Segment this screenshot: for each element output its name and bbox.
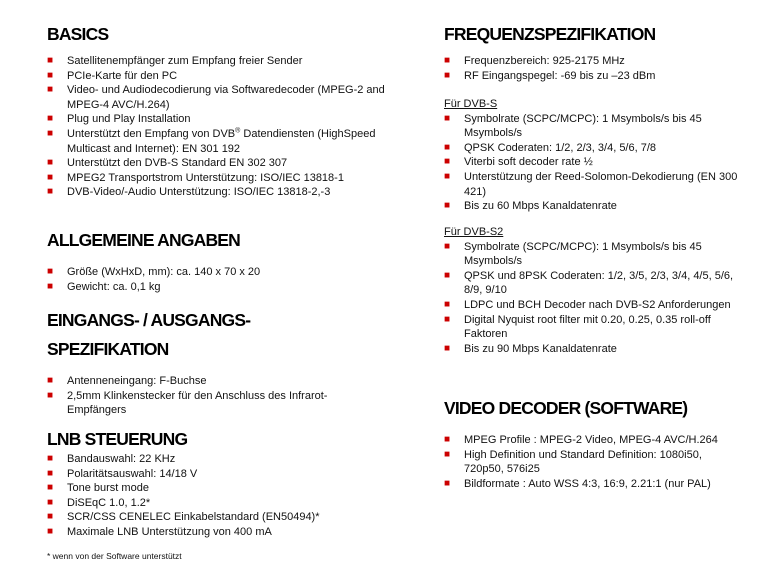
list-item [47, 467, 387, 482]
list-item [47, 83, 387, 112]
section-dvb-s2 [444, 225, 744, 356]
bullet-icon: ■ [47, 113, 54, 125]
list-item [47, 112, 387, 127]
bullet-icon: ■ [47, 127, 54, 139]
list-item [444, 240, 744, 269]
list-item [47, 171, 387, 186]
list-item-text: Viterbi soft decoder rate ½ [464, 156, 593, 169]
bullet-icon: ■ [444, 69, 451, 81]
bullet-icon: ■ [47, 467, 54, 479]
list-item-text: QPSK Coderaten: 1/2, 2/3, 3/4, 5/6, 7/8 [464, 141, 657, 154]
bullet-icon: ■ [444, 170, 451, 182]
list-item [444, 448, 744, 477]
section-frequenzspezifikation [444, 22, 744, 83]
list-item-text: DVB-Video/-Audio Unterstützung: ISO/IEC 13818-2,-3 [67, 186, 331, 199]
list-item-text: Bildformate : Auto WSS 4:3, 16:9, 2.21:1 (nur PAL) [464, 477, 711, 490]
section-basics [47, 22, 387, 200]
list-item-text: Frequenzbereich: 925-2175 MHz [464, 55, 625, 67]
list-item [444, 54, 744, 69]
list-item [47, 265, 387, 280]
list-item-text: Unterstützt den DVB-S Standard EN 302 307 [67, 157, 288, 170]
list-item-text: RF Eingangspegel: -69 bis zu –23 dBm [464, 69, 656, 82]
bullet-icon: ■ [444, 156, 451, 168]
bullet-icon: ■ [444, 112, 451, 124]
list-item-text: Maximale LNB Unterstützung von 400 mA [67, 525, 272, 538]
section-dvb-s [444, 97, 744, 214]
list-item-text: Digital Nyquist root filter mit 0.20, 0.25, 0.35 roll-off Faktoren [464, 313, 711, 341]
list-frequenz [444, 54, 744, 83]
list-item-text: PCIe-Karte für den PC [67, 69, 178, 82]
list-item-text: Antenneneingang: F-Buchse [67, 375, 207, 387]
heading-lnb-steuerung: LNB STEUERUNG [47, 429, 188, 449]
list-item [47, 452, 387, 467]
list-lnb-steuerung [47, 452, 387, 540]
list-item-text: DiSEqC 1.0, 1.2* [67, 496, 151, 509]
list-item-text: Symbolrate (SCPC/MCPC): 1 Msymbols/s bis 45 Msymbols/s [464, 112, 702, 140]
bullet-icon: ■ [444, 200, 451, 212]
section-video-decoder [444, 396, 744, 491]
list-item [47, 481, 387, 496]
list-item-text: Gewicht: ca. 0,1 kg [67, 280, 161, 293]
subheading-dvb-s2: Für DVB-S2 [444, 226, 504, 238]
list-item [47, 156, 387, 171]
list-item [47, 54, 387, 69]
subheading-dvb-s: Für DVB-S [444, 98, 498, 110]
bullet-icon: ■ [444, 434, 451, 445]
list-item [444, 155, 744, 170]
list-item [444, 298, 744, 313]
list-item-text: QPSK und 8PSK Coderaten: 1/2, 3/5, 2/3, 3/4, 4/5, 5/6, 8/9, 9/10 [464, 269, 734, 297]
list-item [47, 69, 387, 84]
heading-eingangs-line1: EINGANGS- / AUSGANGS- [47, 310, 251, 330]
list-video-decoder [444, 433, 744, 491]
list-item [47, 185, 387, 200]
list-item-text: Größe (WxHxD, mm): ca. 140 x 70 x 20 [67, 266, 261, 278]
list-item-text: Unterstützung der Reed-Solomon-Dekodierung (EN 300 421) [464, 170, 738, 198]
bullet-icon: ■ [47, 525, 54, 537]
list-item-text: LDPC und BCH Decoder nach DVB-S2 Anforderungen [464, 298, 731, 311]
bullet-icon: ■ [47, 482, 54, 494]
bullet-icon: ■ [444, 269, 451, 281]
bullet-icon: ■ [444, 448, 451, 460]
list-item [444, 141, 744, 156]
list-item [47, 127, 387, 156]
list-item-text: Satellitenempfänger zum Empfang freier Sender [67, 55, 303, 67]
bullet-icon: ■ [47, 511, 54, 523]
list-item-text: 2,5mm Klinkenstecker für den Anschluss des Infrarot-Empfängers [67, 389, 328, 417]
list-item [444, 170, 744, 199]
bullet-icon: ■ [47, 69, 54, 81]
bullet-icon: ■ [47, 375, 54, 386]
bullet-icon: ■ [444, 55, 451, 66]
list-item [444, 342, 744, 357]
list-item-text: Datendiensten (HighSpeed Multicast and Internet): EN 301 192 [67, 127, 376, 155]
list-item [444, 199, 744, 214]
list-item-text: Unterstützt den Empfang von DVB [67, 127, 236, 140]
bullet-icon: ■ [47, 496, 54, 508]
heading-frequenzspezifikation: FREQUENZSPEZIFIKATION [444, 24, 656, 44]
list-item-text: SCR/CSS CENELEC Einkabelstandard (EN50494)* [67, 511, 320, 524]
list-basics [47, 54, 387, 200]
list-item-text: High Definition und Standard Definition: 1080i50, 720p50, 576i25 [464, 448, 702, 476]
list-item-text: Polaritätsauswahl: 14/18 V [67, 467, 198, 480]
section-lnb-steuerung [47, 427, 387, 540]
bullet-icon: ■ [47, 453, 54, 464]
list-item [47, 280, 387, 295]
list-item [444, 477, 744, 492]
bullet-icon: ■ [47, 171, 54, 183]
list-item-text: Tone burst mode [67, 482, 149, 495]
list-item-text: Bis zu 90 Mbps Kanaldatenrate [464, 342, 617, 355]
bullet-icon: ■ [47, 266, 54, 277]
list-item [444, 69, 744, 84]
list-item-text: Video- und Audiodecodierung via Softwaredecoder (MPEG-2 and MPEG-4 AVC/H.264) [67, 84, 385, 111]
list-item-text: Bandauswahl: 22 KHz [67, 453, 176, 465]
list-item [444, 269, 744, 298]
bullet-icon: ■ [47, 389, 54, 401]
bullet-icon: ■ [47, 280, 54, 292]
list-item [47, 510, 387, 525]
list-item [444, 433, 744, 448]
list-dvb-s [444, 112, 744, 214]
bullet-icon: ■ [444, 342, 451, 354]
section-allgemeine-angaben [47, 228, 387, 294]
bullet-icon: ■ [444, 477, 451, 489]
heading-basics: BASICS [47, 24, 109, 44]
list-item [47, 389, 362, 418]
heading-eingangs-line2: SPEZIFIKATION [47, 339, 169, 359]
list-dvb-s2 [444, 240, 744, 357]
section-eingangs-ausgangs [47, 308, 387, 418]
list-item-text: MPEG2 Transportstrom Unterstützung: ISO/IEC 13818-1 [67, 171, 344, 184]
bullet-icon: ■ [444, 240, 451, 252]
bullet-icon: ■ [47, 84, 54, 96]
list-item-text: MPEG Profile : MPEG-2 Video, MPEG-4 AVC/H.264 [464, 434, 718, 446]
list-item-text: Bis zu 60 Mbps Kanaldatenrate [464, 200, 617, 213]
bullet-icon: ■ [47, 55, 54, 66]
bullet-icon: ■ [444, 313, 451, 325]
heading-video-decoder: VIDEO DECODER (SOFTWARE) [444, 398, 688, 418]
list-item-text: Plug und Play Installation [67, 113, 191, 126]
list-item [444, 112, 744, 141]
bullet-icon: ■ [444, 298, 451, 310]
heading-allgemeine-angaben: ALLGEMEINE ANGABEN [47, 230, 241, 250]
list-item [47, 496, 387, 511]
registered-mark: ® [235, 127, 241, 135]
bullet-icon: ■ [47, 186, 54, 198]
list-item [47, 525, 387, 540]
footnote: * wenn von der Software unterstützt [47, 551, 182, 561]
list-item [47, 374, 387, 389]
list-item-text: Symbolrate (SCPC/MCPC): 1 Msymbols/s bis 45 Msymbols/s [464, 240, 702, 268]
list-allgemeine-angaben [47, 265, 387, 294]
bullet-icon: ■ [444, 141, 451, 153]
list-item [444, 313, 744, 342]
bullet-icon: ■ [47, 157, 54, 169]
list-eingangs-ausgangs [47, 374, 387, 418]
